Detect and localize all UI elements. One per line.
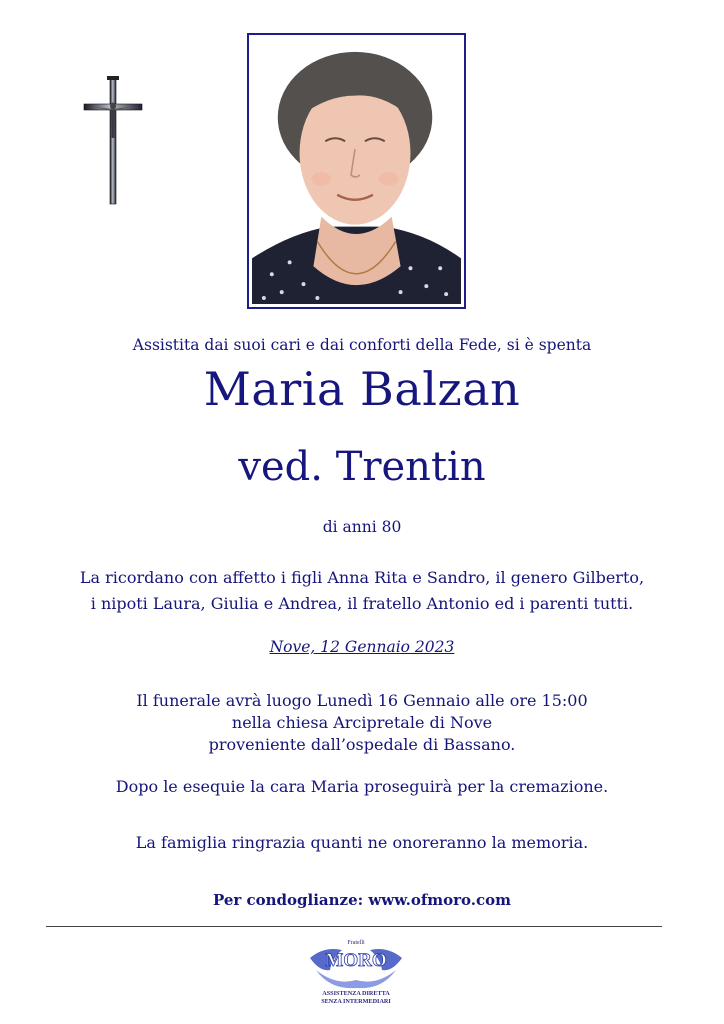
place-date-text: Nove, 12 Gennaio 2023 xyxy=(269,638,455,656)
portrait-photo xyxy=(247,33,466,309)
logo-tagline-1: ASSISTENZA DIRETTA xyxy=(322,990,390,997)
family-line: i nipoti Laura, Giulia e Andrea, il fratello Antonio ed i parenti tutti. xyxy=(90,594,634,613)
age-text: di anni 80 xyxy=(322,518,402,536)
deceased-name: Maria Balzan xyxy=(203,362,521,416)
logo-top-text: Fratelli xyxy=(347,940,365,946)
cremation-text: Dopo le esequie la cara Maria proseguirà per la cremazione. xyxy=(115,777,609,796)
family-mourners xyxy=(0,565,724,617)
widow-of: ved. Trentin xyxy=(238,444,486,490)
thanks-text: La famiglia ringrazia quanti ne onoreranno la memoria. xyxy=(135,833,589,852)
crucifix-icon xyxy=(82,76,144,206)
fratelli-moro-logo xyxy=(302,936,410,1006)
funeral-line: Il funerale avrà luogo Lunedì 16 Gennaio alle ore 15:00 xyxy=(136,691,588,710)
funeral-line: proveniente dall’ospedale di Bassano. xyxy=(208,735,516,754)
funeral-details xyxy=(0,690,724,756)
place-date xyxy=(0,638,724,656)
condolences-link[interactable]: Per condoglianze: www.ofmoro.com xyxy=(212,891,512,909)
divider xyxy=(46,926,662,927)
intro-text: Assistita dai suoi cari e dai conforti della Fede, si è spenta xyxy=(132,336,592,354)
funeral-line: nella chiesa Arcipretale di Nove xyxy=(231,713,493,732)
logo-name: MORO xyxy=(325,950,387,971)
family-line: La ricordano con affetto i figli Anna Rita e Sandro, il genero Gilberto, xyxy=(79,568,645,587)
logo-tagline-2: SENZA INTERMEDIARI xyxy=(321,998,391,1005)
